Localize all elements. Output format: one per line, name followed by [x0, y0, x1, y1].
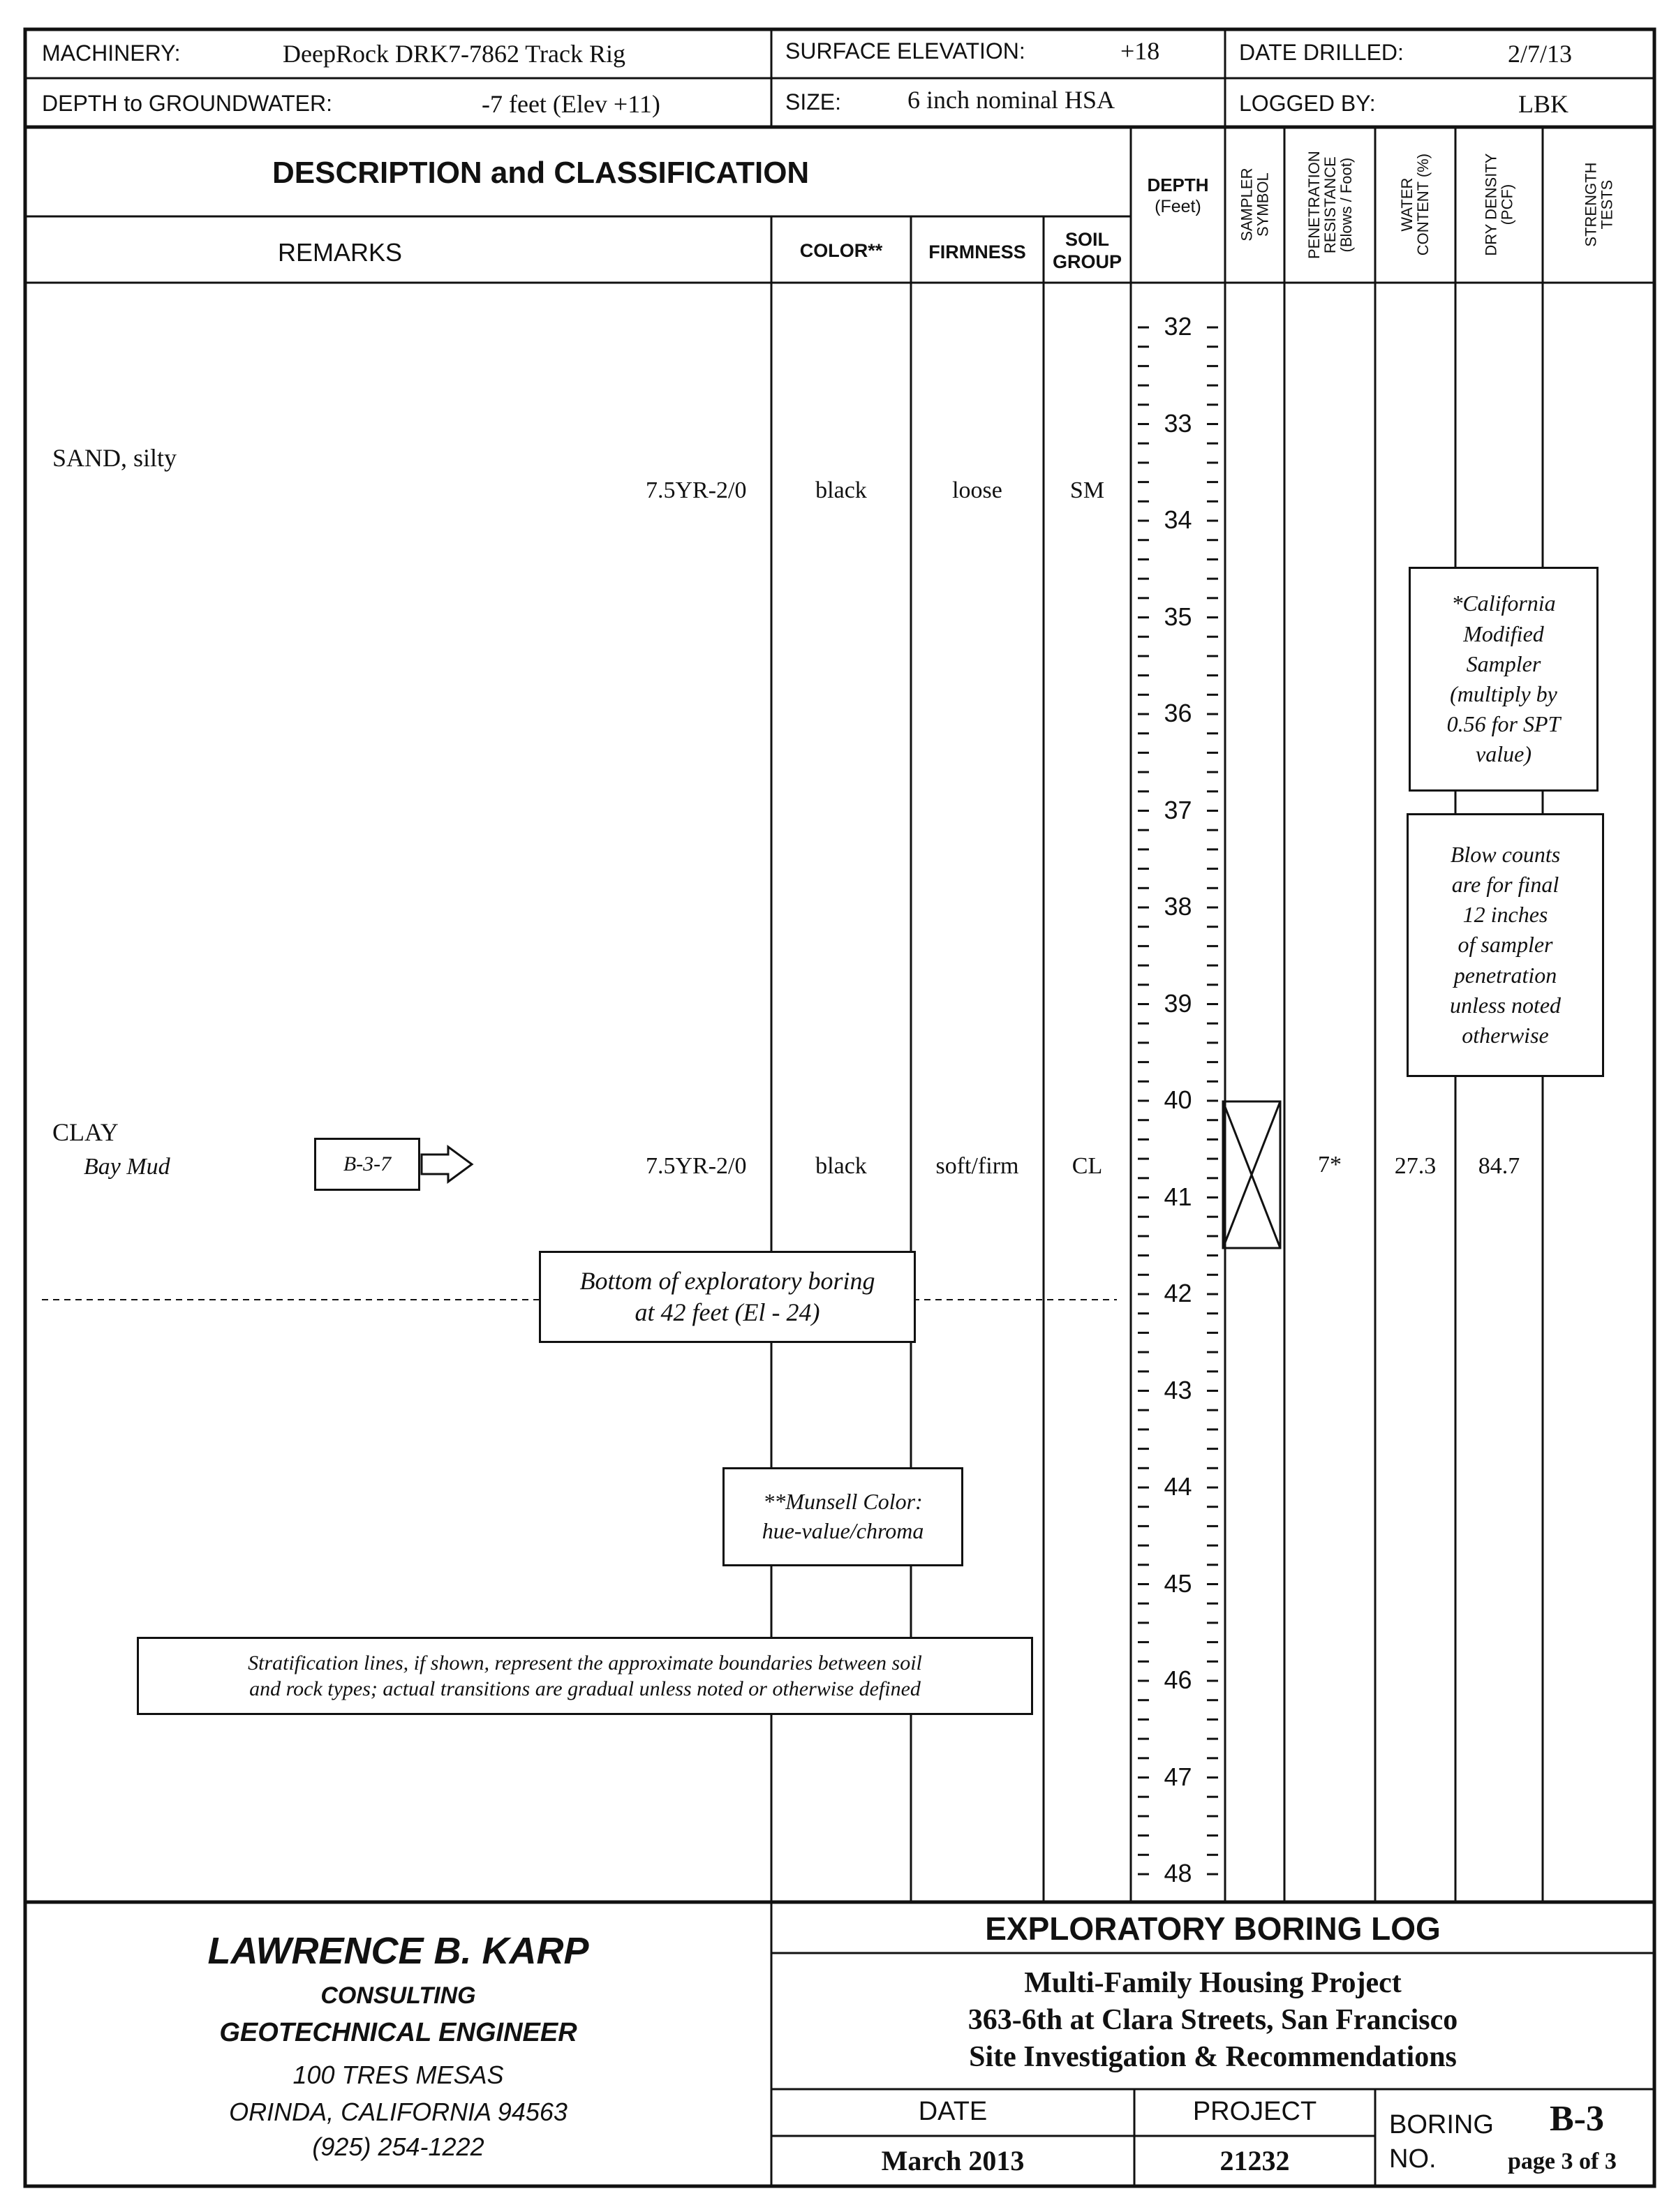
water-content-value: 27.3	[1394, 1153, 1437, 1179]
depth-label: 35	[1164, 602, 1192, 631]
surface-elevation-label: SURFACE ELEVATION:	[785, 38, 1025, 64]
depth-label: 41	[1164, 1182, 1192, 1211]
project-line-2: 363-6th at Clara Streets, San Francisco	[967, 2004, 1458, 2036]
depth-label: 40	[1164, 1085, 1192, 1114]
description-title: DESCRIPTION and CLASSIFICATION	[272, 156, 810, 190]
penetration-heading: PENETRATION RESISTANCE (Blows / Foot)	[1305, 151, 1355, 259]
page-number: page 3 of 3	[1508, 2148, 1617, 2174]
layer-2-munsell: 7.5YR-2/0	[646, 1153, 747, 1179]
california-sampler-note: *California Modified Sampler (multiply by 0.56 for SPT value)	[1409, 567, 1599, 792]
engineer-name: LAWRENCE B. KARP	[207, 1930, 589, 1972]
project-number: 21232	[1219, 2145, 1290, 2176]
surface-elevation-value: +18	[1120, 37, 1160, 65]
log-title: EXPLORATORY BORING LOG	[985, 1910, 1441, 1947]
depth-label: 47	[1164, 1762, 1192, 1791]
strength-tests-heading: STRENGTH TESTS	[1581, 163, 1615, 247]
sample-id: B-3-7	[343, 1152, 392, 1175]
depth-label: 34	[1164, 505, 1192, 534]
logged-by-value: LBK	[1518, 90, 1569, 118]
penetration-value: 7*	[1318, 1152, 1342, 1178]
machinery-value: DeepRock DRK7-7862 Track Rig	[283, 40, 625, 68]
layer-2-color: black	[815, 1153, 867, 1179]
engineer-consulting: CONSULTING	[320, 1982, 476, 2009]
project-line-3: Site Investigation & Recommendations	[969, 2041, 1457, 2073]
layer-2-name: CLAY	[52, 1118, 119, 1146]
layer-1-firmness: loose	[952, 477, 1002, 503]
groundwater-value: -7 feet (Elev +11)	[482, 90, 660, 118]
layer-1-name: SAND, silty	[52, 444, 177, 472]
date-value: March 2013	[881, 2145, 1025, 2176]
remarks-heading: REMARKS	[278, 238, 403, 267]
munsell-note: **Munsell Color: hue-value/chroma	[722, 1467, 963, 1566]
engineer-title: GEOTECHNICAL ENGINEER	[219, 2018, 577, 2047]
bottom-of-boring-note: Bottom of exploratory boring at 42 feet (El - 24)	[539, 1251, 916, 1343]
depth-label: 32	[1164, 312, 1192, 341]
layer-1-munsell: 7.5YR-2/0	[646, 477, 747, 503]
depth-label: 43	[1164, 1375, 1192, 1404]
depth-label: 42	[1164, 1279, 1192, 1307]
dry-density-value: 84.7	[1478, 1153, 1520, 1179]
boring-label: BORING	[1389, 2110, 1494, 2139]
engineer-phone: (925) 254-1222	[312, 2132, 484, 2161]
dry-density-heading: DRY DENSITY (PCF)	[1482, 153, 1516, 257]
engineer-address-1: 100 TRES MESAS	[292, 2061, 504, 2089]
logged-by-label: LOGGED BY:	[1239, 91, 1376, 116]
depth-label: 46	[1164, 1665, 1192, 1694]
sampler-symbol-heading: SAMPLER SYMBOL	[1238, 168, 1272, 242]
groundwater-label: DEPTH to GROUNDWATER:	[42, 91, 333, 116]
depth-label: 38	[1164, 892, 1192, 921]
soil-group-heading-1: SOIL	[1065, 229, 1109, 250]
engineer-address-2: ORINDA, CALIFORNIA 94563	[229, 2098, 568, 2126]
depth-heading-2: (Feet)	[1155, 197, 1201, 216]
depth-heading-1: DEPTH	[1147, 175, 1209, 195]
boring-number: B-3	[1550, 2099, 1604, 2139]
layer-2-firmness: soft/firm	[935, 1153, 1019, 1179]
depth-label: 37	[1164, 795, 1192, 824]
depth-label: 44	[1164, 1472, 1192, 1501]
machinery-label: MACHINERY:	[42, 40, 181, 66]
depth-label: 33	[1164, 408, 1192, 438]
blow-counts-note: Blow counts are for final 12 inches of sampler penetration unless noted otherwise	[1407, 813, 1604, 1077]
depth-label: 36	[1164, 699, 1192, 727]
sample-arrow-icon	[420, 1145, 476, 1184]
date-label: DATE	[918, 2097, 988, 2126]
stratification-note: Stratification lines, if shown, represent the approximate boundaries between soil and rock types; actual transitions are gradual unless noted or otherwise defined	[137, 1637, 1033, 1715]
depth-label: 48	[1164, 1859, 1192, 1887]
boring-no-label: NO.	[1389, 2144, 1437, 2174]
depth-label: 45	[1164, 1568, 1192, 1598]
date-drilled-value: 2/7/13	[1508, 40, 1573, 68]
water-content-heading: WATER CONTENT (%)	[1398, 154, 1432, 256]
project-label: PROJECT	[1192, 2097, 1317, 2126]
soil-group-heading-2: GROUP	[1052, 251, 1122, 272]
depth-label: 39	[1164, 988, 1192, 1018]
sample-id-tag	[314, 1138, 420, 1191]
layer-1-soil-group: SM	[1069, 477, 1105, 503]
size-label: SIZE:	[785, 89, 842, 114]
layer-2-soil-group: CL	[1071, 1153, 1103, 1179]
firmness-heading: FIRMNESS	[928, 242, 1026, 262]
size-value: 6 inch nominal HSA	[907, 86, 1115, 114]
color-heading: COLOR**	[799, 240, 883, 261]
layer-1-color: black	[815, 477, 867, 503]
project-line-1: Multi-Family Housing Project	[1024, 1967, 1402, 1999]
date-drilled-label: DATE DRILLED:	[1239, 40, 1404, 65]
layer-2-subname: Bay Mud	[84, 1154, 170, 1180]
